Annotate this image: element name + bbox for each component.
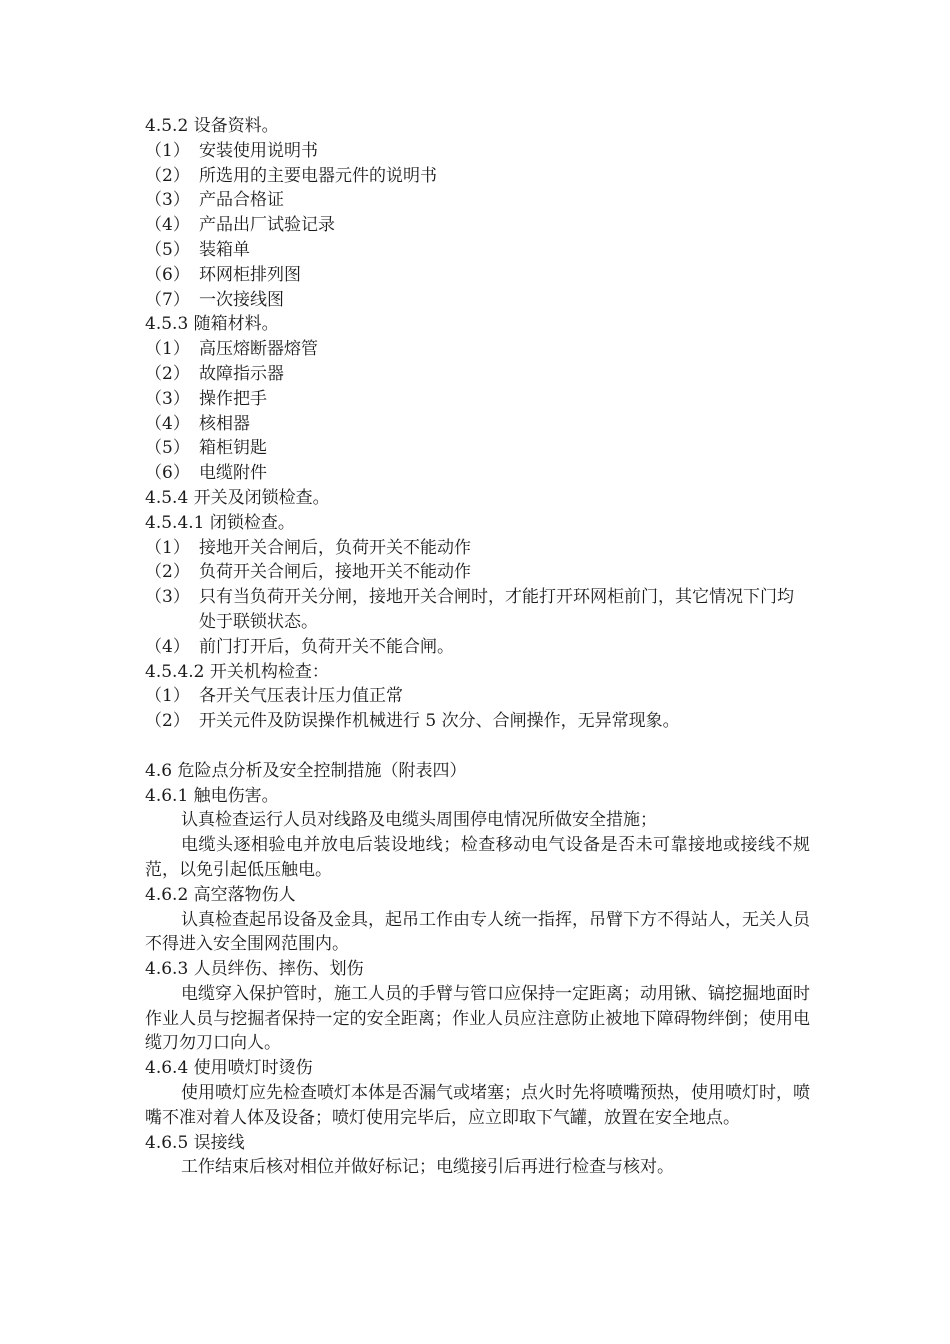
list-item: （2） 故障指示器 (145, 363, 284, 384)
heading-4-5-2: 4.5.2 设备资料。 (145, 116, 279, 136)
list-item: （5） 箱柜钥匙 (145, 438, 267, 459)
list-4-5-2 (145, 139, 810, 313)
list-item: （6） 电缆附件 (145, 463, 267, 484)
paragraph: 工作结束后核对相位并做好标记；电缆接引后再进行检查与核对。 (181, 1157, 674, 1178)
heading-4-6: 4.6 危险点分析及安全控制措施（附表四） (145, 760, 467, 781)
heading-4-5-3: 4.5.3 随箱材料。 (145, 314, 279, 335)
list-item: （3） 只有当负荷开关分闸，接地开关合闸时，才能打开环网柜前门，其它情况下门均处于联锁状态。 (145, 587, 794, 632)
list-item: （4） 前门打开后，负荷开关不能合闸。 (145, 636, 454, 657)
blank-line (145, 734, 810, 759)
paragraph: 认真检查起吊设备及金具，起吊工作由专人统一指挥，吊臂下方不得站人，无关人员不得进入安全围网范围内。 (145, 909, 810, 955)
list-4-5-4-2 (145, 684, 810, 734)
list-item: （6） 环网柜排列图 (145, 264, 301, 285)
list-item: （1） 接地开关合闸后，负荷开关不能动作 (145, 537, 471, 558)
list-item: （4） 核相器 (145, 413, 250, 434)
list-item: （2） 负荷开关合闸后，接地开关不能动作 (145, 562, 471, 583)
heading-4-6-2: 4.6.2 高空落物伤人 (145, 884, 296, 905)
list-item: （2） 开关元件及防误操作机械进行 5 次分、合闸操作，无异常现象。 (145, 711, 680, 732)
list-item: （7） 一次接线图 (145, 289, 284, 310)
list-item: （1） 高压熔断器熔管 (145, 339, 318, 360)
paragraph: 电缆穿入保护管时，施工人员的手臂与管口应保持一定距离；动用锹、镐挖掘地面时作业人员与挖掘者保持一定的安全距离；作业人员应注意防止被地下障碍物绊倒；使用电缆刀勿刀口向人。 (145, 983, 810, 1054)
list-item: （3） 产品合格证 (145, 190, 284, 211)
list-4-5-4-1 (145, 536, 810, 660)
heading-4-6-4: 4.6.4 使用喷灯时烫伤 (145, 1058, 313, 1079)
list-item: （1） 安装使用说明书 (145, 140, 318, 161)
list-item: （5） 装箱单 (145, 239, 250, 260)
heading-4-6-3: 4.6.3 人员绊伤、摔伤、划伤 (145, 959, 364, 980)
paragraph: 电缆头逐相验电并放电后装设地线；检查移动电气设备是否未可靠接地或接线不规范，以免引起低压触电。 (145, 835, 810, 880)
heading-4-5-4-1: 4.5.4.1 闭锁检查。 (145, 512, 295, 533)
list-4-5-3 (145, 337, 810, 486)
heading-4-6-5: 4.6.5 误接线 (145, 1132, 245, 1153)
heading-4-6-1: 4.6.1 触电伤害。 (145, 785, 279, 806)
heading-4-5-4: 4.5.4 开关及闭锁检查。 (145, 487, 330, 508)
list-item: （4） 产品出厂试验记录 (145, 215, 335, 236)
paragraph: 使用喷灯应先检查喷灯本体是否漏气或堵塞；点火时先将喷嘴预热，使用喷灯时，喷嘴不准对着人体及设备；喷灯使用完毕后，应立即取下气罐，放置在安全地点。 (145, 1083, 810, 1128)
list-item: （2） 所选用的主要电器元件的说明书 (145, 165, 437, 186)
list-item: （1） 各开关气压表计压力值正常 (145, 686, 403, 707)
heading-4-5-4-2: 4.5.4.2 开关机构检查： (145, 661, 329, 682)
document-page (145, 114, 810, 1180)
list-item: （3） 操作把手 (145, 388, 267, 409)
paragraph: 认真检查运行人员对线路及电缆头周围停电情况所做安全措施； (181, 810, 657, 831)
